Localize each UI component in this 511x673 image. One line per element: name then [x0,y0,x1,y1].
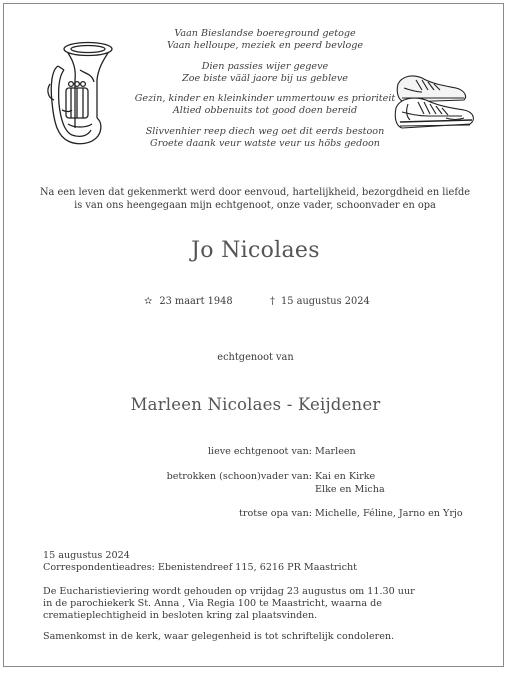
poem-line: Zoe biste vääl jaore bij us gebleve [182,73,348,84]
poem-line: Dien passies wijer gegeve [201,61,329,72]
gathering-line: Samenkomst in de kerk, waar gelegenheid is tot schriftelijk condoleren. [43,631,395,642]
death-symbol: † [270,296,275,307]
relation-names [315,446,356,459]
birth-date [144,296,233,307]
service-line: in de parochiekerk St. Anna , Via Regia 100 te Maastricht, waarna de [43,597,382,609]
poem [100,28,430,159]
poem-stanza [100,126,430,150]
relation-names [315,471,385,496]
poem-line: Vaan helloupe, meziek en peerd bevloge [166,40,364,51]
death-date-text: 15 augustus 2024 [281,296,370,307]
relation-name: Marleen [315,446,356,457]
footer-date: 15 augustus 2024 [43,550,130,561]
service-info [43,586,483,621]
poem-line: Gezin, kinder en kleinkinder ummertouw es prioriteit [134,93,396,104]
poem-line: Vaan Bieslandse boereground getoge [174,28,356,39]
footer-contact [43,550,483,574]
intro-line: is van ons heengegaan mijn echtgenoot, onze vader, schoonvader en opa [74,199,436,211]
deceased-name: Jo Nicolaes [191,238,320,263]
birth-date-text: 23 maart 1948 [159,296,233,307]
service-line: De Eucharistieviering wordt gehouden op vrijdag 23 augustus om 11.30 uur [43,586,415,597]
correspondence-address: Correspondentieadres: Ebenistendreef 115, 6216 PR Maastricht [43,561,358,573]
relation-name: Kai en Kirke [315,471,376,482]
service-line: crematieplechtigheid in besloten kring zal plaatsvinden. [43,609,318,621]
poem-line: Slivvenhier reep diech weg oet dit eerds bestoon [145,126,385,137]
intro-line: Na een leven dat gekenmerkt werd door eenvoud, hartelijkheid, bezorgdheid en liefde [39,187,471,198]
spouse-name: Marleen Nicolaes - Keijdener [130,395,381,414]
intro-text [20,187,490,212]
birth-symbol: ✫ [144,296,153,307]
poem-stanza [100,28,430,52]
poem-line: Altied obbenuits tot good doen bereid [172,105,358,116]
relation-name: Elke en Micha [315,483,385,495]
poem-stanza [100,61,430,85]
relation-name: Michelle, Féline, Jarno en Yrjo [315,508,463,519]
gathering-info [43,631,483,643]
poem-stanza [100,93,430,117]
poem-line: Groete daank veur watste veur us höbs gedoon [150,138,380,149]
relation-names [315,508,463,521]
death-date [270,296,370,307]
spouse-intro: echtgenoot van [217,352,294,363]
